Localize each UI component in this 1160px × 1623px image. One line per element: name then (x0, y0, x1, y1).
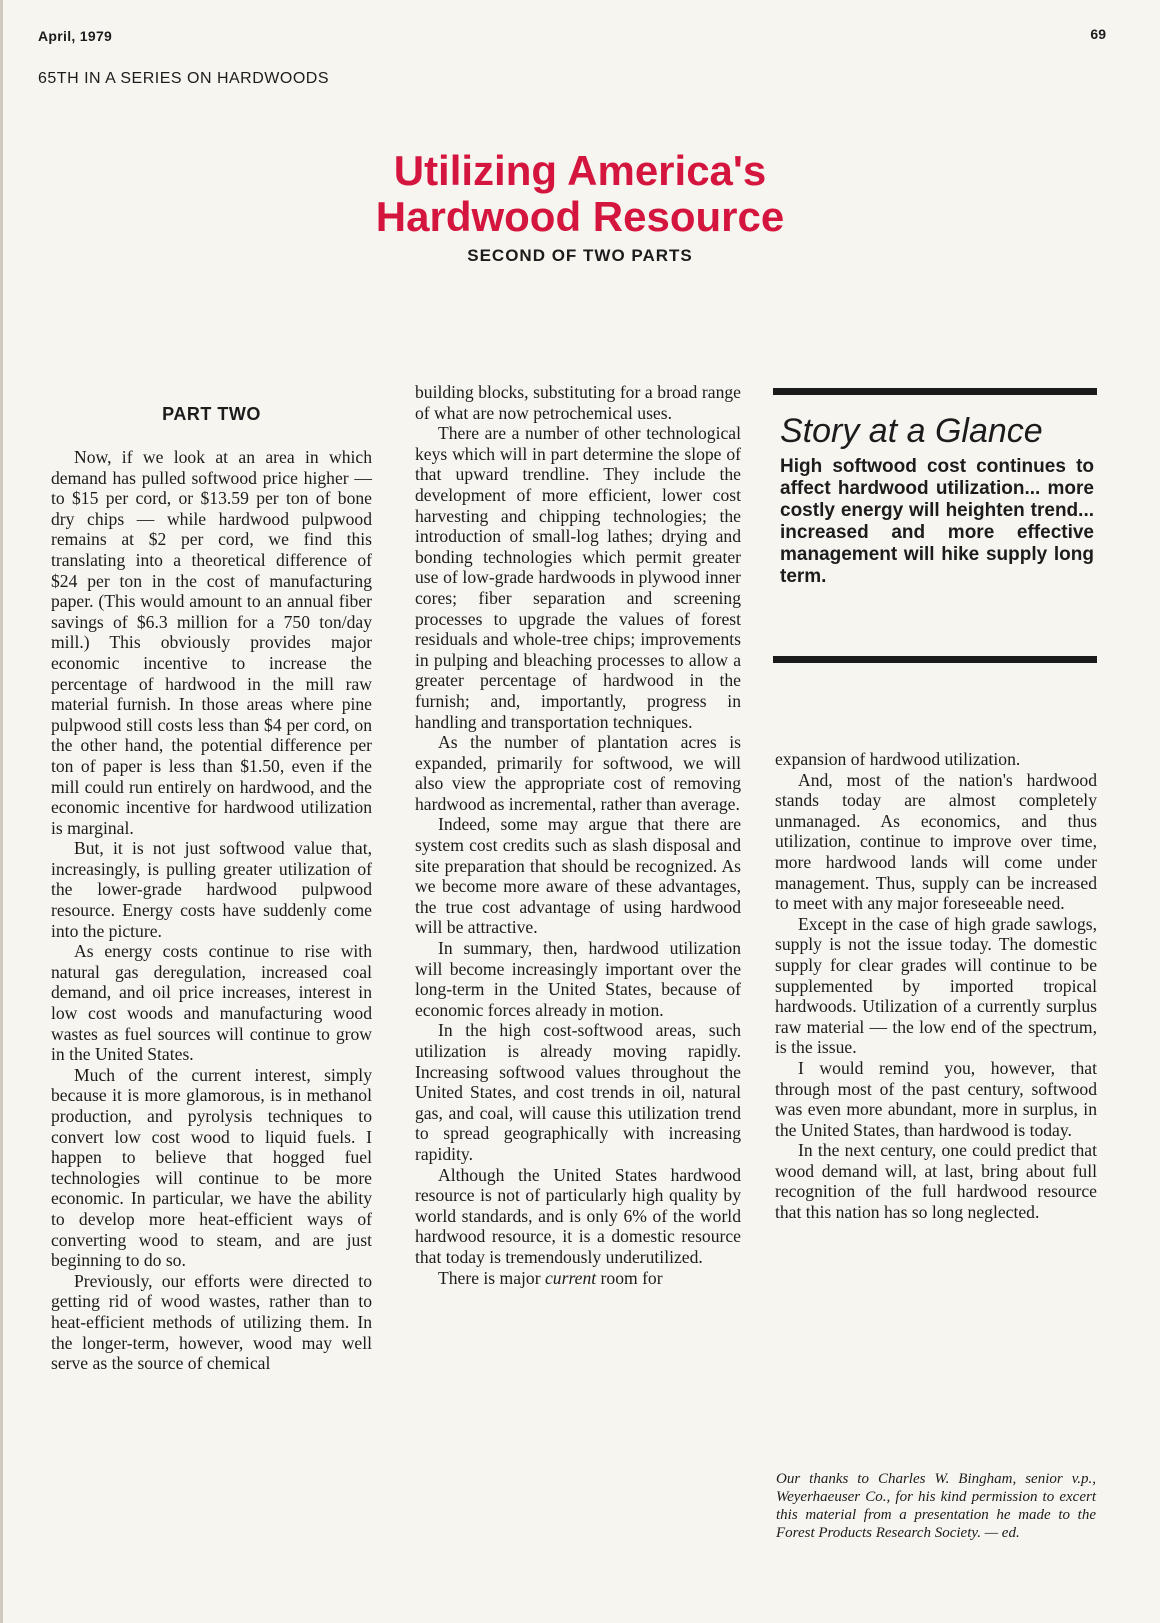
page-number: 69 (1090, 26, 1106, 42)
paragraph (415, 1268, 741, 1289)
paragraph-continued: building blocks, substituting for a broad range of what are now petrochemical uses. (415, 382, 741, 423)
sidebar-bottom-rule (773, 656, 1097, 663)
article-title (0, 148, 1160, 240)
paragraph: There are a number of other technological keys which will in part determine the slope of that upward trendline. They include the development of more efficient, lower cost harvesting and chipping technologies; the introduction of small-log lathes; drying and bonding technologies which permit greater use of low-grade hardwoods in plywood inner cores; fiber separation and screening processes to upgrade the values of forest residuals and whole-tree chips; improvements in pulping and bleaching processes to allow a greater percentage of hardwood in the furnish; and, importantly, progress in handling and transportation techniques. (415, 423, 741, 732)
paragraph: In the high cost-softwood areas, such utilization is already moving rapidly. Increasing softwood values throughout the United States, and cost trends in oil, natural gas, and coal, will cause this utilization trend to spread geographically with increasing rapidity. (415, 1020, 741, 1164)
sidebar-body: High softwood cost continues to affect hardwood utilization... more costly energy will heighten trend... increased and more effective management will hike supply long term. (780, 456, 1094, 587)
column-3 (775, 749, 1097, 1223)
part-heading: PART TWO (162, 404, 261, 424)
article-subtitle: SECOND OF TWO PARTS (467, 246, 693, 265)
paragraph: But, it is not just softwood value that, increasingly, is pulling greater utilization of the lower-grade hardwood pulpwood resource. Energy costs have suddenly come into the picture. (51, 838, 372, 941)
emphasis: current (545, 1267, 597, 1288)
paragraph: As energy costs continue to rise with natural gas deregulation, increased coal demand, and oil price increases, interest in low cost woods and manufacturing wood wastes as fuel sources will continue to grow in the United States. (51, 941, 372, 1065)
paragraph: I would remind you, however, that through most of the past century, softwood was even more abundant, more in surplus, in the United States, than hardwood is today. (775, 1057, 1097, 1140)
title-line-2: Hardwood Resource (375, 193, 785, 240)
paragraph: As the number of plantation acres is expanded, primarily for softwood, we will also view the appropriate cost of removing hardwood as incremental, rather than average. (415, 732, 741, 814)
paragraph-continued: expansion of hardwood utilization. (775, 749, 1021, 769)
paragraph: In the next century, one could predict that wood demand will, at last, bring about full recognition of the full hardwood resource that this nation has so long neglected. (775, 1140, 1097, 1223)
paragraph: Indeed, some may argue that there are system cost credits such as slash disposal and site preparation that should be recognized. As we become more aware of these advantages, the true cost advantage of using hardwood will be attractive. (415, 814, 741, 938)
editor-credit: Our thanks to Charles W. Bingham, senior v.p., Weyerhaeuser Co., for his kind permission to excert this material from a presentation he made to the Forest Products Research Society. — ed. (776, 1471, 1096, 1541)
column-1 (51, 447, 372, 1374)
paragraph: In summary, then, hardwood utilization will become increasingly important over the long-term in the United States, because of economic forces already in motion. (415, 938, 741, 1020)
paragraph: Except in the case of high grade sawlogs, supply is not the issue today. The domestic supply for clear grades will continue to be supplemented by imported tropical hardwoods. Utilization of a currently surplus raw material — the low end of the spectrum, is the issue. (775, 913, 1097, 1058)
paragraph: Although the United States hardwood resource is not of particularly high quality by world standards, and is only 6% of the world hardwood resource, it is a domestic resource that today is tremendously underutilized. (415, 1164, 741, 1267)
paragraph: And, most of the nation's hardwood stands today are almost completely unmanaged. As economics, and thus utilization, continue to improve over time, more hardwood lands will come under management. Thus, supply can be increased to meet with any major foreseeable need. (775, 769, 1097, 914)
title-line-1: Utilizing America's (393, 147, 767, 194)
text-run: There is major (438, 1267, 545, 1288)
sidebar-title: Story at a Glance (780, 412, 1043, 450)
column-2 (415, 382, 741, 1288)
series-label: 65TH IN A SERIES ON HARDWOODS (38, 70, 329, 87)
sidebar-top-rule (773, 388, 1097, 395)
issue-date: April, 1979 (38, 28, 113, 44)
paragraph: Previously, our efforts were directed to getting rid of wood wastes, rather than to heat-efficient methods of utilizing them. In the longer-term, however, wood may well serve as the source of chemical (51, 1270, 372, 1374)
text-run: room for (596, 1267, 663, 1288)
paragraph: Now, if we look at an area in which demand has pulled softwood price higher — to $15 per cord, or $13.59 per ton of bone dry chips — while hardwood pulpwood remains at $2 per cord, we find this translating into a theoretical difference of $24 per ton in the cost of manufacturing paper. (This would amount to an annual fiber savings of $6.3 million for a 750 ton/day mill.) This obviously provides major economic incentive to increase the percentage of hardwood in the mill raw material furnish. In those areas where pine pulpwood still costs less than $4 per cord, on the other hand, the potential difference per ton of paper is less than $1.50, even if the mill could run entirely on hardwood, and the economic incentive for hardwood utilization is marginal. (51, 447, 372, 838)
paragraph: Much of the current interest, simply because it is more glamorous, is in methanol production, and pyrolysis techniques to convert low cost wood to liquid fuels. I happen to believe that hogged fuel technologies will continue to be more economic. In particular, we have the ability to develop more heat-efficient ways of converting wood to steam, and are just beginning to do so. (51, 1064, 372, 1271)
page-margin-rule (0, 0, 3, 1623)
